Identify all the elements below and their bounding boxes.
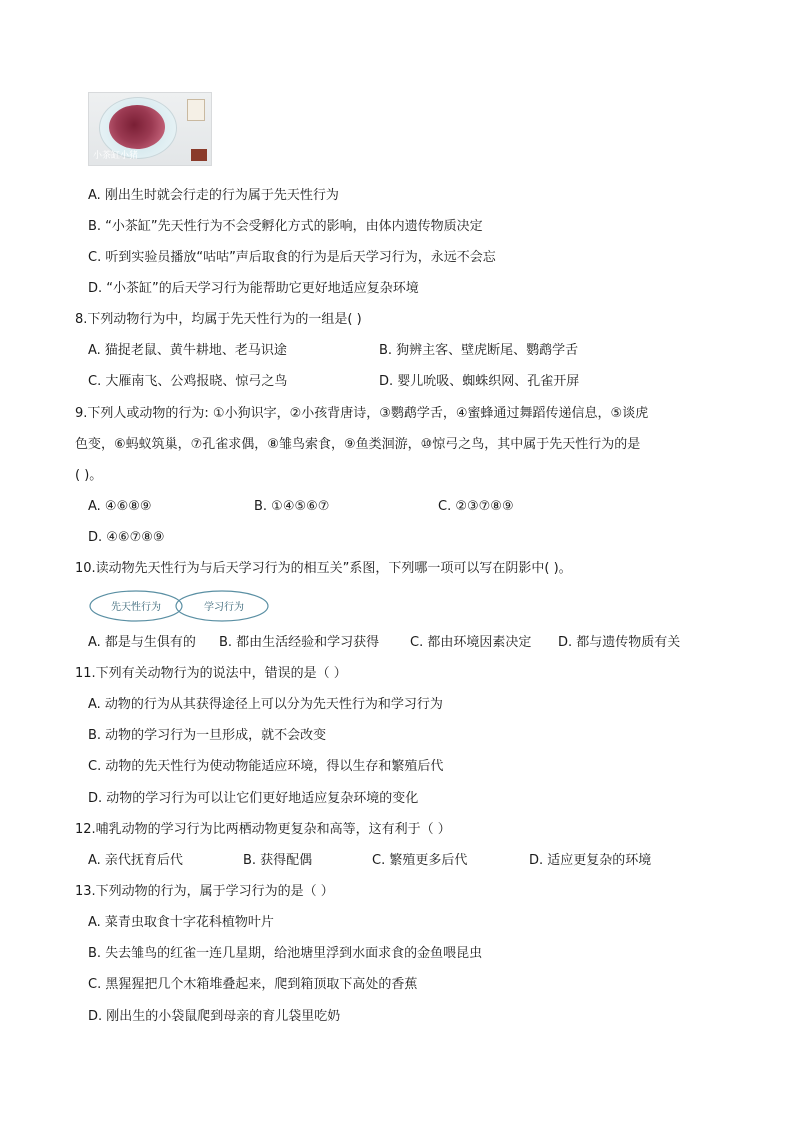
q8-option-a: A. 猫捉老鼠、黄牛耕地、老马识途 bbox=[88, 343, 287, 358]
photo-caption: 小茶缸小猪 bbox=[93, 151, 139, 161]
q12-option-c: C. 繁殖更多后代 bbox=[372, 853, 468, 868]
q9-stem-line-3: ( )。 bbox=[75, 468, 103, 483]
q8-stem: 8.下列动物行为中，均属于先天性行为的一组是( ) bbox=[75, 312, 362, 327]
q8-option-b: B. 狗辨主客、壁虎断尾、鹦鹉学舌 bbox=[379, 343, 579, 358]
venn-left-label: 先天性行为 bbox=[111, 602, 161, 613]
q9-option-d: D. ④⑥⑦⑧⑨ bbox=[88, 530, 165, 545]
q11-option-d: D. 动物的学习行为可以让它们更好地适应复杂环境的变化 bbox=[88, 791, 419, 806]
venn-right-label: 学习行为 bbox=[204, 602, 244, 613]
venn-diagram bbox=[88, 589, 272, 623]
q7-option-a: A. 刚出生时就会行走的行为属于先天性行为 bbox=[88, 188, 339, 203]
q10-stem: 10.读动物先天性行为与后天学习行为的相互关”系图，下列哪一项可以写在阴影中( )。 bbox=[75, 561, 572, 576]
q9-option-c: C. ②③⑦⑧⑨ bbox=[438, 499, 514, 514]
q12-option-d: D. 适应更复杂的环境 bbox=[529, 853, 652, 868]
q12-stem: 12.哺乳动物的学习行为比两栖动物更复杂和高等，这有利于（ ） bbox=[75, 822, 451, 837]
question-7-photo bbox=[88, 92, 212, 166]
label-tag-icon bbox=[187, 99, 205, 121]
q9-option-b: B. ①④⑤⑥⑦ bbox=[254, 499, 330, 514]
q10-option-b: B. 都由生活经验和学习获得 bbox=[219, 635, 380, 650]
q11-option-c: C. 动物的先天性行为使动物能适应环境，得以生存和繁殖后代 bbox=[88, 759, 444, 774]
q11-stem: 11.下列有关动物行为的说法中，错误的是（ ） bbox=[75, 666, 347, 681]
q13-option-c: C. 黑猩猩把几个木箱堆叠起来，爬到箱顶取下高处的香蕉 bbox=[88, 977, 418, 992]
q13-stem: 13.下列动物的行为，属于学习行为的是（ ） bbox=[75, 884, 334, 899]
q7-option-b: B. “小茶缸”先天性行为不会受孵化方式的影响，由体内遗传物质决定 bbox=[88, 219, 483, 234]
q7-option-c: C. 听到实验员播放“咕咕”声后取食的行为是后天学习行为，永远不会忘 bbox=[88, 250, 496, 265]
q10-option-a: A. 都是与生俱有的 bbox=[88, 635, 196, 650]
q12-option-b: B. 获得配偶 bbox=[243, 853, 313, 868]
q11-option-b: B. 动物的学习行为一旦形成，就不会改变 bbox=[88, 728, 327, 743]
q10-option-d: D. 都与遗传物质有关 bbox=[558, 635, 681, 650]
q10-option-c: C. 都由环境因素决定 bbox=[410, 635, 532, 650]
q9-stem-line-1: 9.下列人或动物的行为: ①小狗识字，②小孩背唐诗，③鹦鹉学舌，④蜜蜂通过舞蹈传递信息，⑤谈虎 bbox=[75, 406, 649, 421]
q12-option-a: A. 亲代抚育后代 bbox=[88, 853, 183, 868]
q9-stem-line-2: 色变，⑥蚂蚁筑巢，⑦孔雀求偶，⑧雏鸟索食，⑨鱼类洄游，⑩惊弓之鸟，其中属于先天性行为的是 bbox=[75, 437, 641, 452]
q7-option-d: D. “小茶缸”的后天学习行为能帮助它更好地适应复杂环境 bbox=[88, 281, 419, 296]
q8-option-c: C. 大雁南飞、公鸡报晓、惊弓之鸟 bbox=[88, 374, 288, 389]
q11-option-a: A. 动物的行为从其获得途径上可以分为先天性行为和学习行为 bbox=[88, 697, 443, 712]
q13-option-b: B. 失去雏鸟的红雀一连几星期，给池塘里浮到水面求食的金鱼喂昆虫 bbox=[88, 946, 483, 961]
thumbnail-icon bbox=[191, 149, 207, 161]
q8-option-d: D. 婴儿吮吸、蜘蛛织网、孔雀开屏 bbox=[379, 374, 580, 389]
q13-option-a: A. 菜青虫取食十字花科植物叶片 bbox=[88, 915, 274, 930]
q13-option-d: D. 刚出生的小袋鼠爬到母亲的育儿袋里吃奶 bbox=[88, 1009, 341, 1024]
q9-option-a: A. ④⑥⑧⑨ bbox=[88, 499, 152, 514]
meat-shape bbox=[109, 105, 165, 149]
